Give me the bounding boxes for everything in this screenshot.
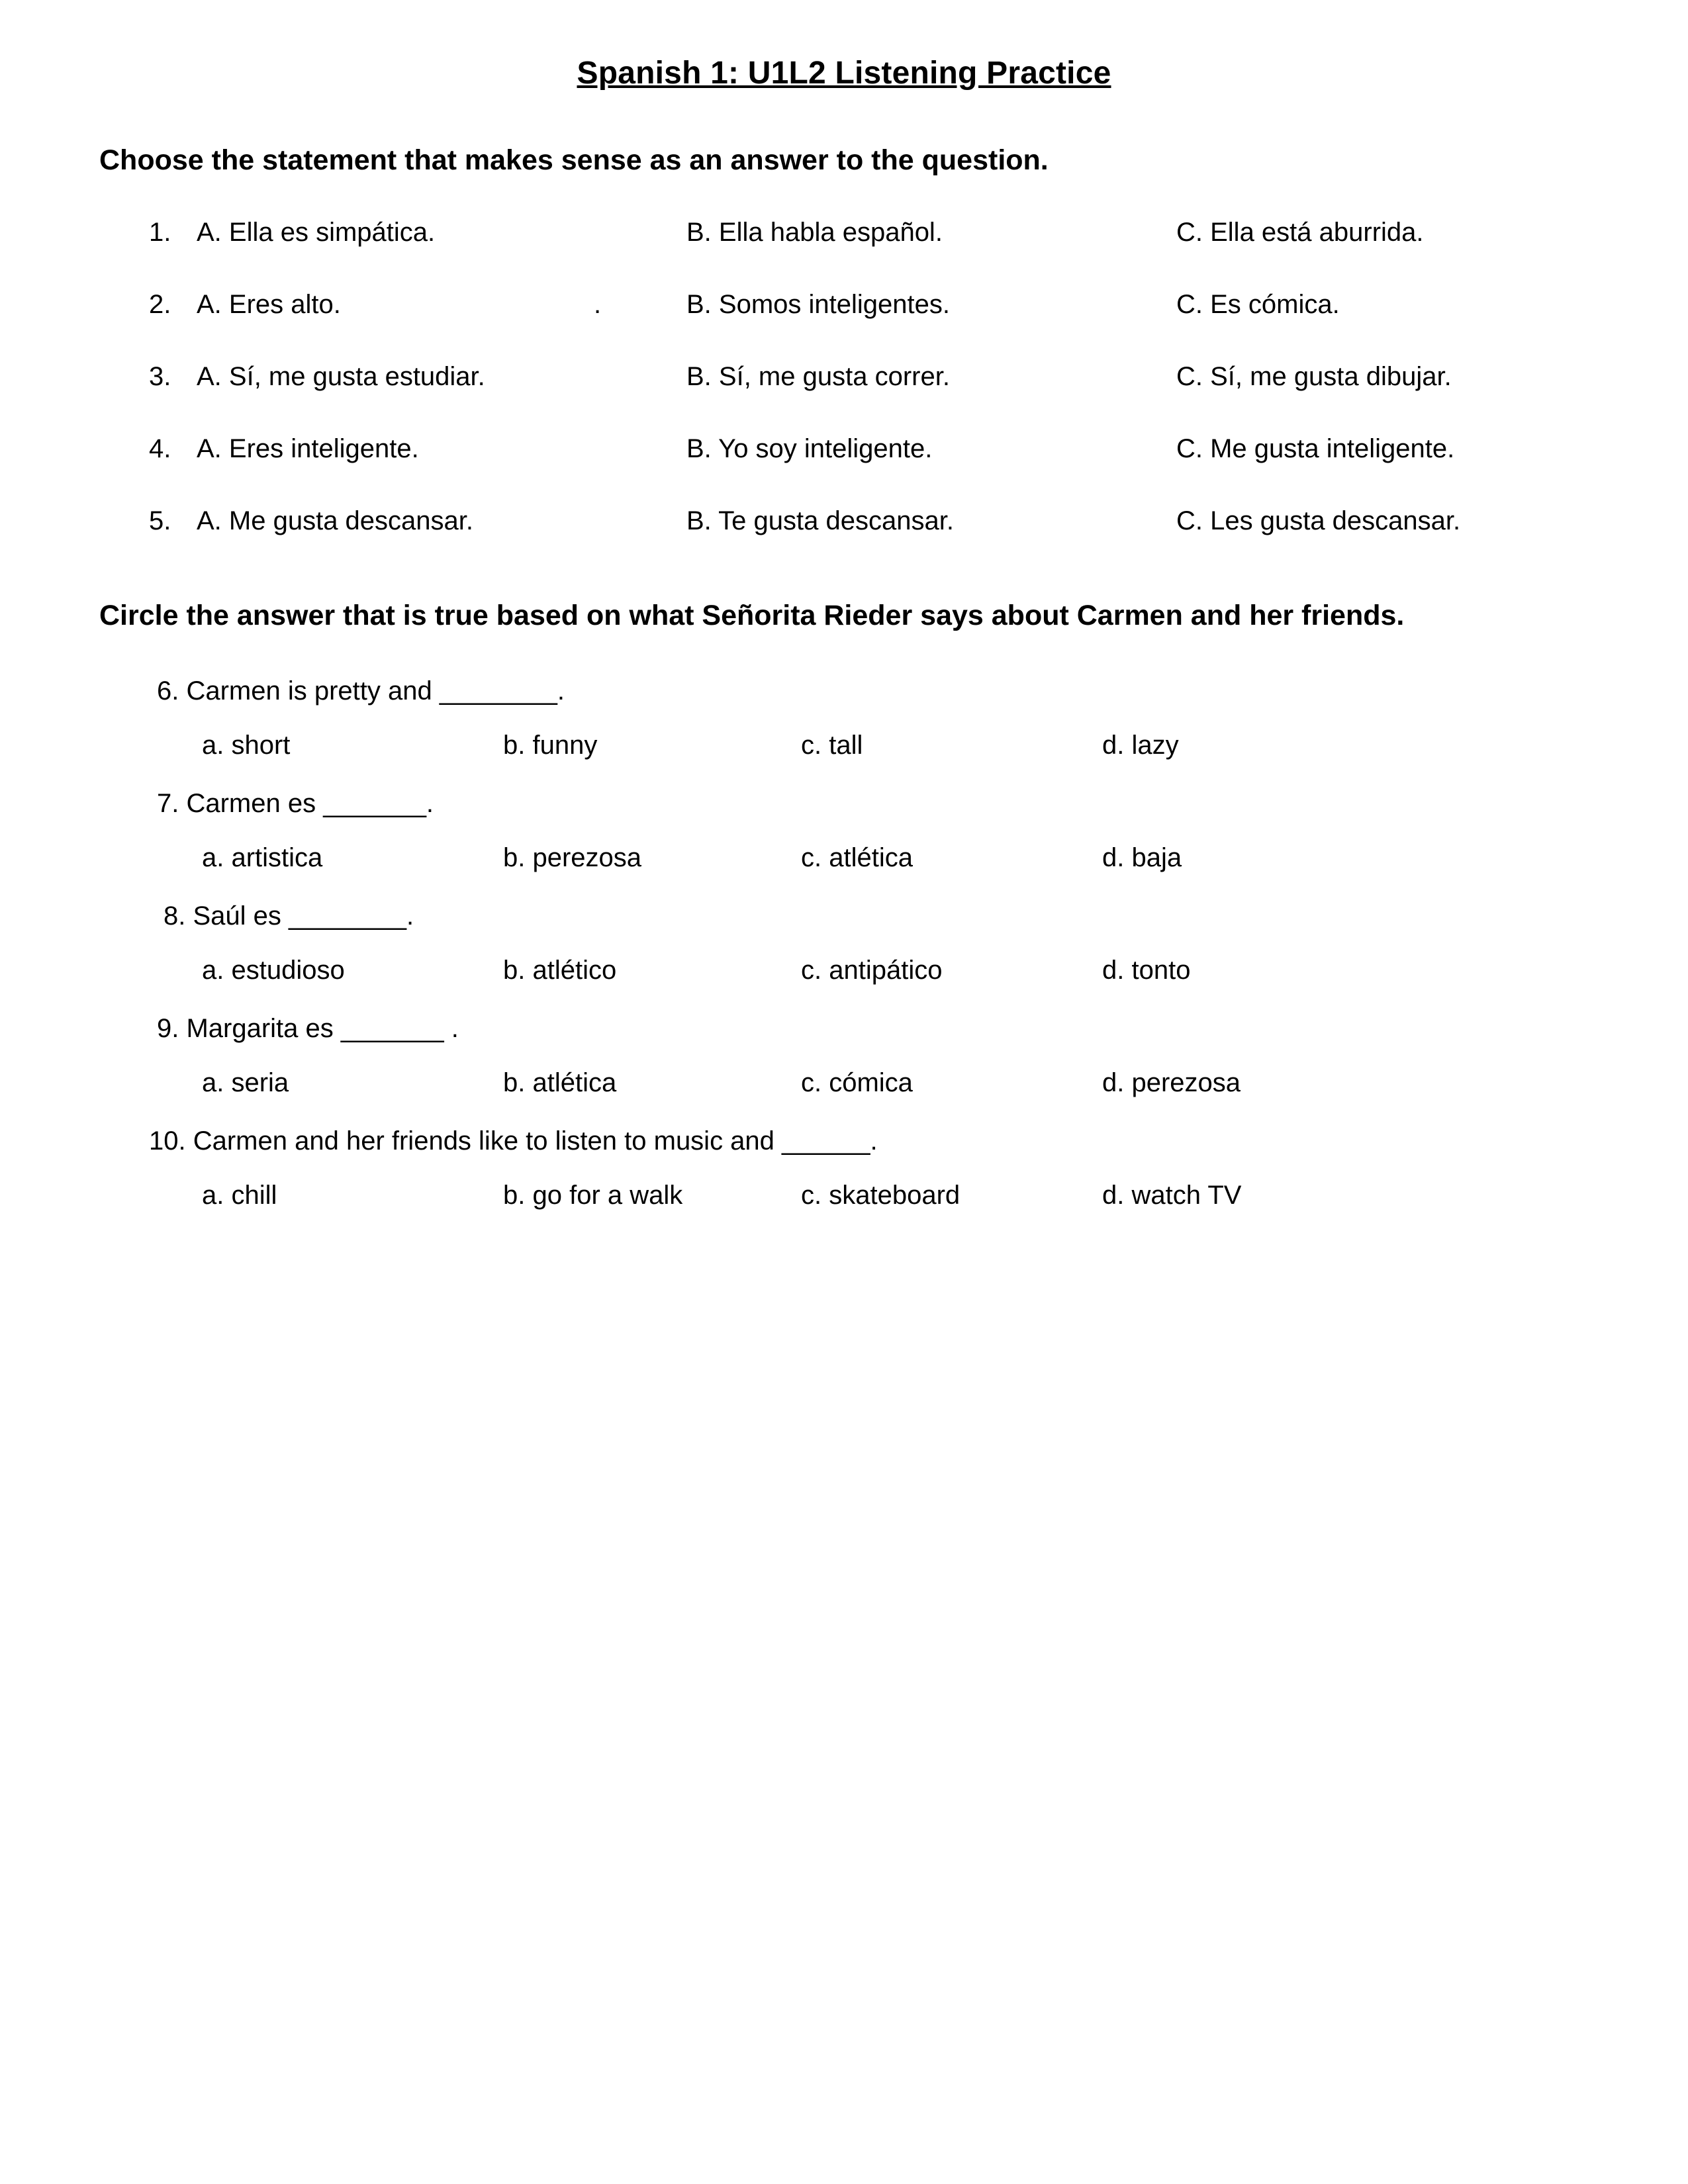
- stray-period: .: [594, 290, 602, 320]
- question-option-a[interactable]: [197, 216, 686, 248]
- option-a-text: A. Sí, me gusta estudiar.: [197, 362, 485, 392]
- question-option-c[interactable]: C. Es cómica.: [1176, 290, 1340, 320]
- question-option-b[interactable]: B. Sí, me gusta correr.: [686, 362, 950, 392]
- question-stem: 10. Carmen and her friends like to listen to music and ______.: [149, 1126, 878, 1156]
- option-b[interactable]: b. funny: [503, 731, 598, 760]
- question-stem: 7. Carmen es _______.: [157, 789, 434, 819]
- option-c[interactable]: c. tall: [801, 731, 863, 760]
- option-b[interactable]: b. perezosa: [503, 843, 642, 873]
- option-d[interactable]: d. tonto: [1102, 956, 1191, 985]
- section-2-heading: Circle the answer that is true based on what Señorita Rieder says about Carmen and her friends.: [99, 600, 1405, 632]
- option-d[interactable]: d. lazy: [1102, 731, 1179, 760]
- question-options: [202, 841, 1589, 874]
- option-c[interactable]: c. skateboard: [801, 1181, 961, 1210]
- question-option-b[interactable]: B. Ella habla español.: [686, 218, 943, 248]
- question-row: [149, 289, 1589, 320]
- question-row: [149, 433, 1589, 465]
- option-a[interactable]: a. short: [202, 731, 291, 760]
- question-option-a[interactable]: [197, 289, 686, 320]
- question-number: 1.: [149, 218, 171, 248]
- option-a[interactable]: a. seria: [202, 1068, 289, 1098]
- question-stem: 8. Saúl es ________.: [164, 901, 414, 931]
- option-a-text: A. Eres inteligente.: [197, 434, 419, 464]
- section-1-heading: Choose the statement that makes sense as an answer to the question.: [99, 144, 1049, 176]
- option-b[interactable]: b. atlético: [503, 956, 617, 985]
- question-number: 5.: [149, 506, 171, 536]
- question-row: [149, 361, 1589, 392]
- option-d[interactable]: d. watch TV: [1102, 1181, 1242, 1210]
- option-a[interactable]: a. estudioso: [202, 956, 345, 985]
- option-a-text: A. Eres alto.: [197, 290, 341, 320]
- option-d[interactable]: d. perezosa: [1102, 1068, 1241, 1098]
- question-options: [202, 729, 1589, 762]
- question-option-c[interactable]: C. Me gusta inteligente.: [1176, 434, 1455, 464]
- option-c[interactable]: c. atlética: [801, 843, 913, 873]
- question-number: 2.: [149, 290, 171, 320]
- question-option-a[interactable]: [197, 433, 686, 465]
- question-row: [149, 216, 1589, 248]
- question-options: [202, 1179, 1589, 1212]
- question-option-b[interactable]: B. Yo soy inteligente.: [686, 434, 933, 464]
- section-1-question-list: [149, 216, 1589, 537]
- question-option-b[interactable]: B. Somos inteligentes.: [686, 290, 950, 320]
- option-c[interactable]: c. antipático: [801, 956, 943, 985]
- option-a[interactable]: a. artistica: [202, 843, 323, 873]
- question-stem: 6. Carmen is pretty and ________.: [157, 676, 565, 706]
- page-title: Spanish 1: U1L2 Listening Practice: [577, 56, 1111, 91]
- question-stem: 9. Margarita es _______ .: [157, 1014, 459, 1044]
- option-c[interactable]: c. cómica: [801, 1068, 913, 1098]
- question-option-a[interactable]: [197, 361, 686, 392]
- question-options: [202, 954, 1589, 987]
- option-b[interactable]: b. atlética: [503, 1068, 617, 1098]
- question-number: 4.: [149, 434, 171, 464]
- question-option-c[interactable]: C. Les gusta descansar.: [1176, 506, 1461, 536]
- option-d[interactable]: d. baja: [1102, 843, 1182, 873]
- option-b[interactable]: b. go for a walk: [503, 1181, 683, 1210]
- question-row: [149, 505, 1589, 537]
- option-a[interactable]: a. chill: [202, 1181, 277, 1210]
- question-number: 3.: [149, 362, 171, 392]
- question-options: [202, 1066, 1589, 1099]
- question-option-c[interactable]: C. Ella está aburrida.: [1176, 218, 1424, 248]
- question-option-b[interactable]: B. Te gusta descansar.: [686, 506, 954, 536]
- option-a-text: A. Me gusta descansar.: [197, 506, 474, 536]
- option-a-text: A. Ella es simpática.: [197, 218, 436, 248]
- question-option-c[interactable]: C. Sí, me gusta dibujar.: [1176, 362, 1452, 392]
- section-2-question-list: [149, 674, 1589, 1212]
- question-option-a[interactable]: [197, 505, 686, 537]
